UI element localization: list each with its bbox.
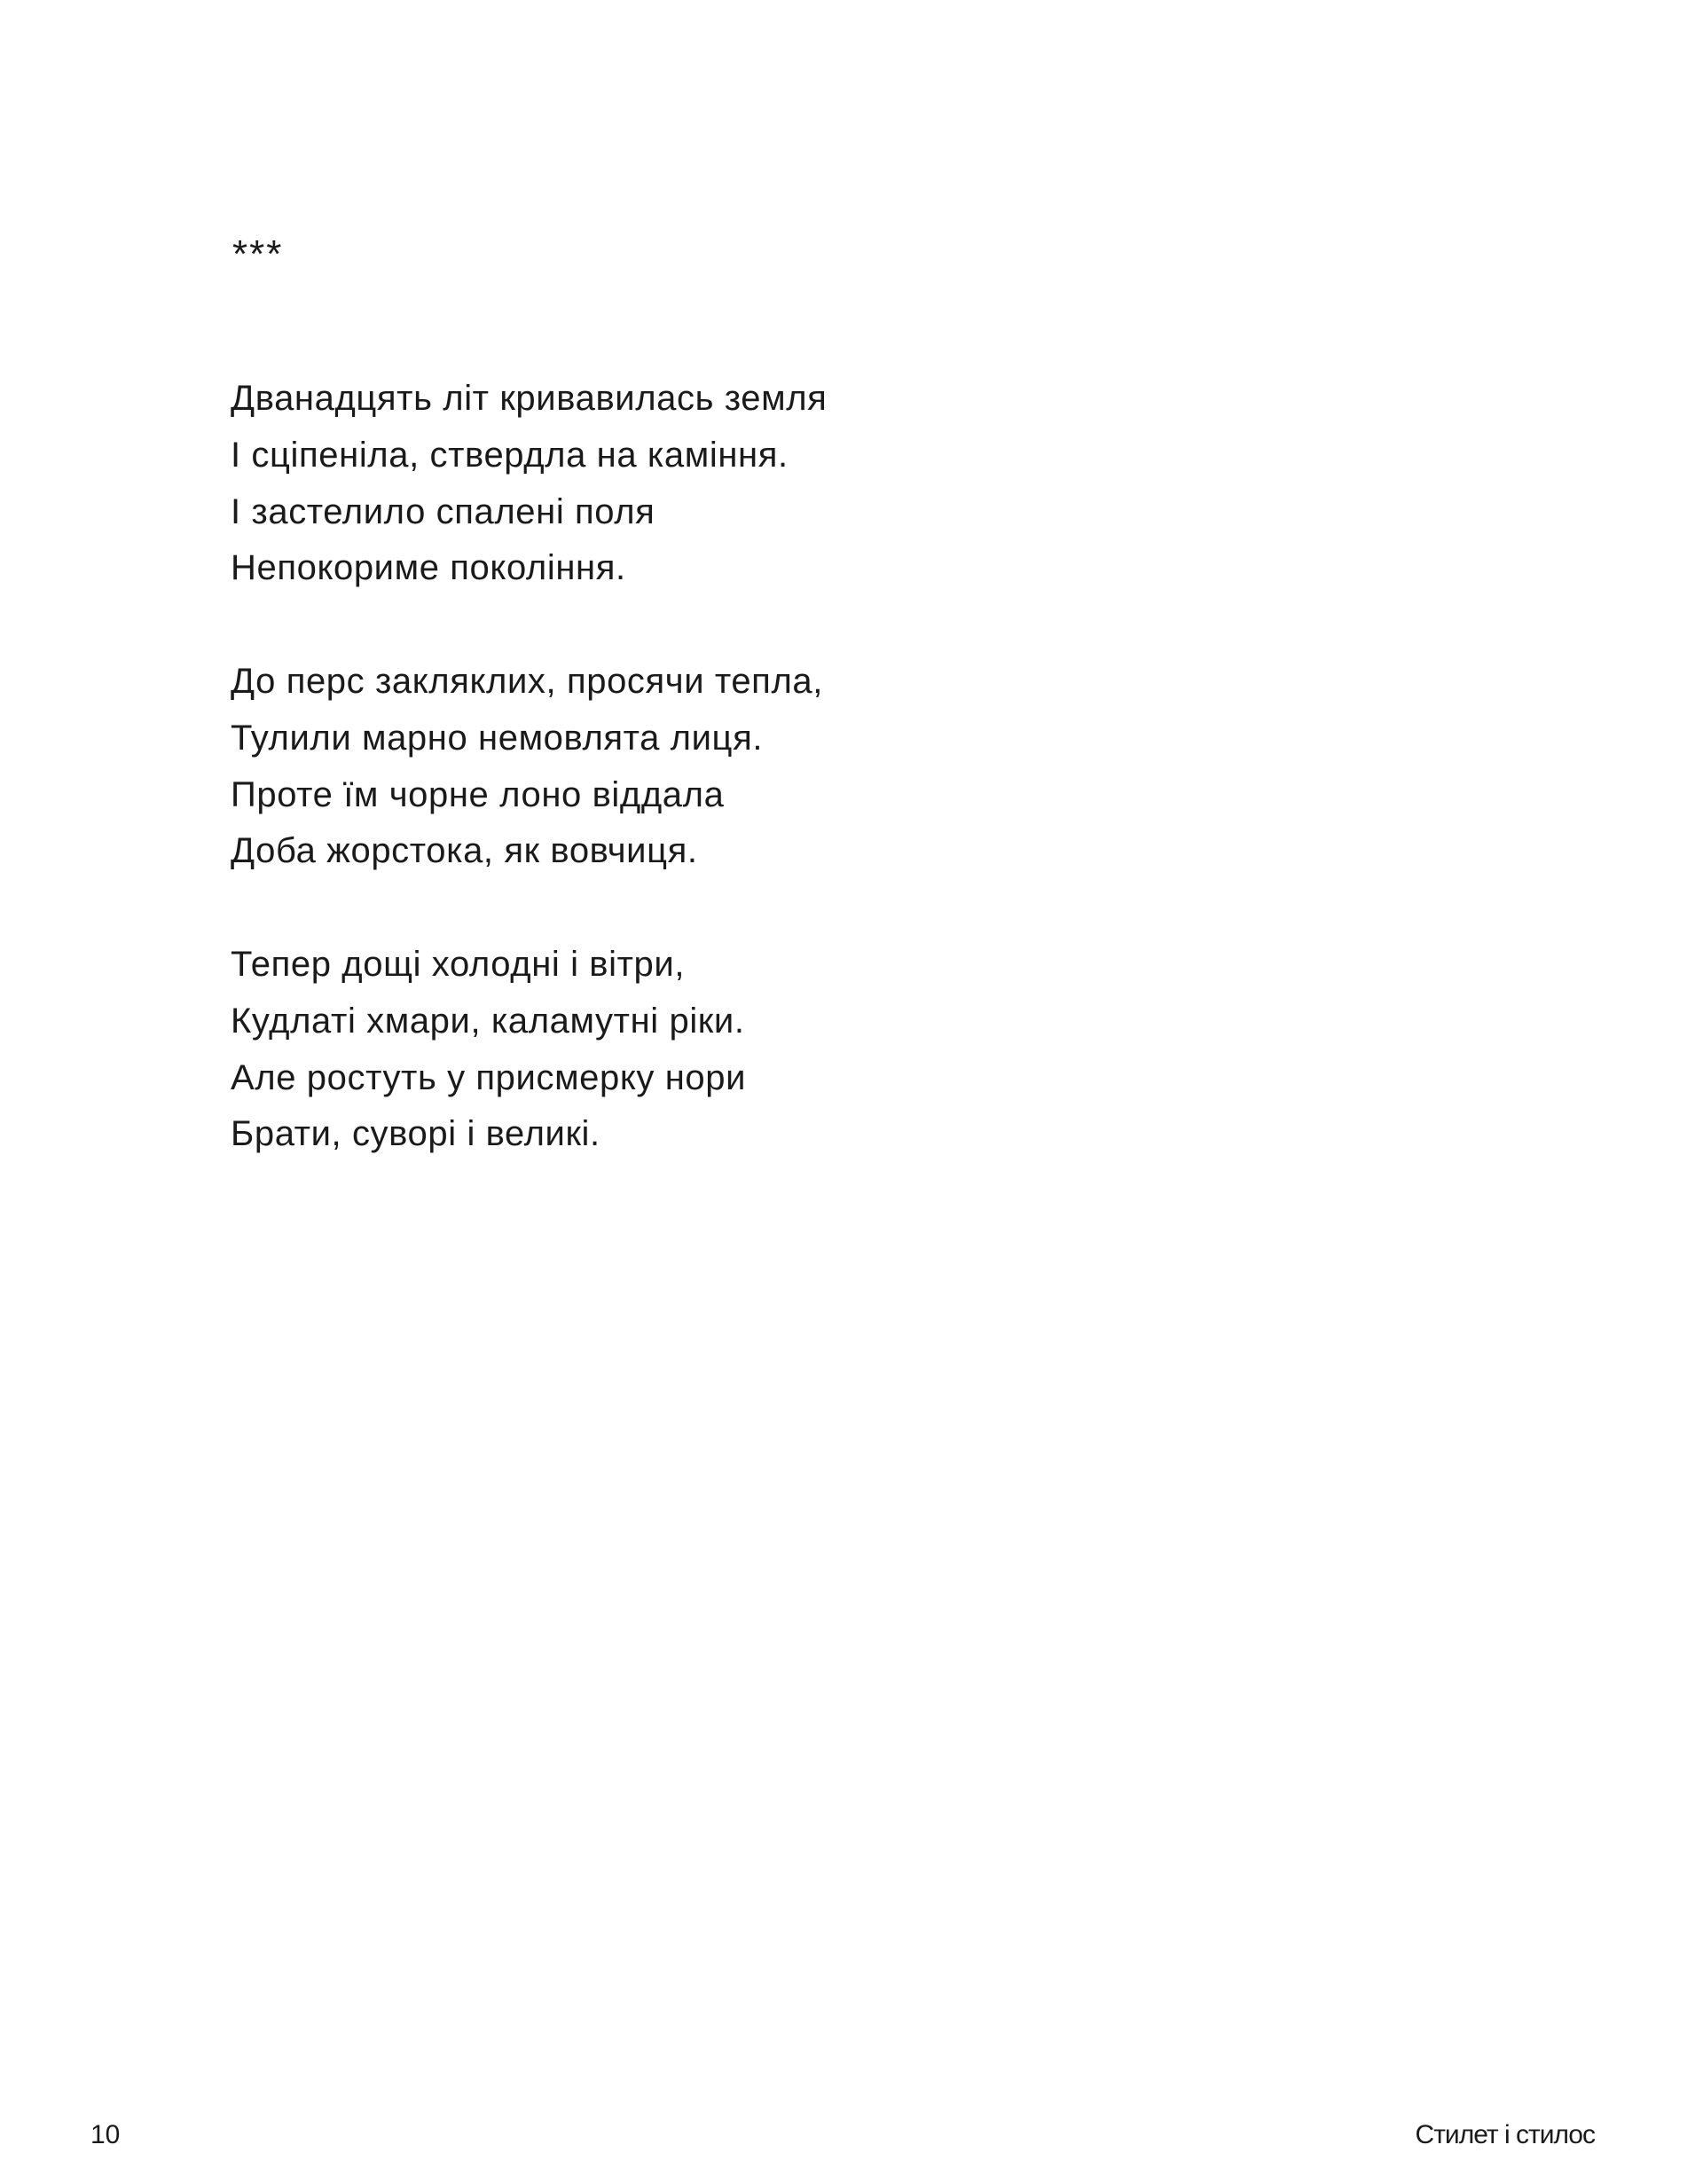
page-number: 10 [90,2120,121,2149]
poem-line: Тепер дощі холодні і вітри, [231,944,686,984]
poem-line: Доба жорстока, як вовчиця. [231,831,698,871]
poem-line: Дванадцять літ кривавилась земля [231,379,828,418]
poem-line: Брати, суворі і великі. [231,1114,600,1154]
poem-line: Тулили марно немовлята лиця. [231,718,764,758]
running-title: Стилет і стилос [1415,2120,1595,2149]
poem-line: Але ростуть у присмерку нори [231,1057,747,1097]
poem-line: Непокориме покоління. [231,548,626,588]
stanza-2 [231,654,827,880]
poem [231,371,827,1220]
stanza-3 [231,937,827,1163]
poem-line: І застелило спалені поля [231,491,655,531]
poem-line: Проте їм чорне лоно віддала [231,774,725,814]
poem-line: Кудлаті хмари, каламутні ріки. [231,1001,745,1041]
poem-line: І сціпеніла, ствердла на каміння. [231,435,789,475]
stanza-1 [231,371,827,597]
poem-line: До перс закляклих, просячи тепла, [231,661,823,701]
section-separator: *** [232,232,284,276]
